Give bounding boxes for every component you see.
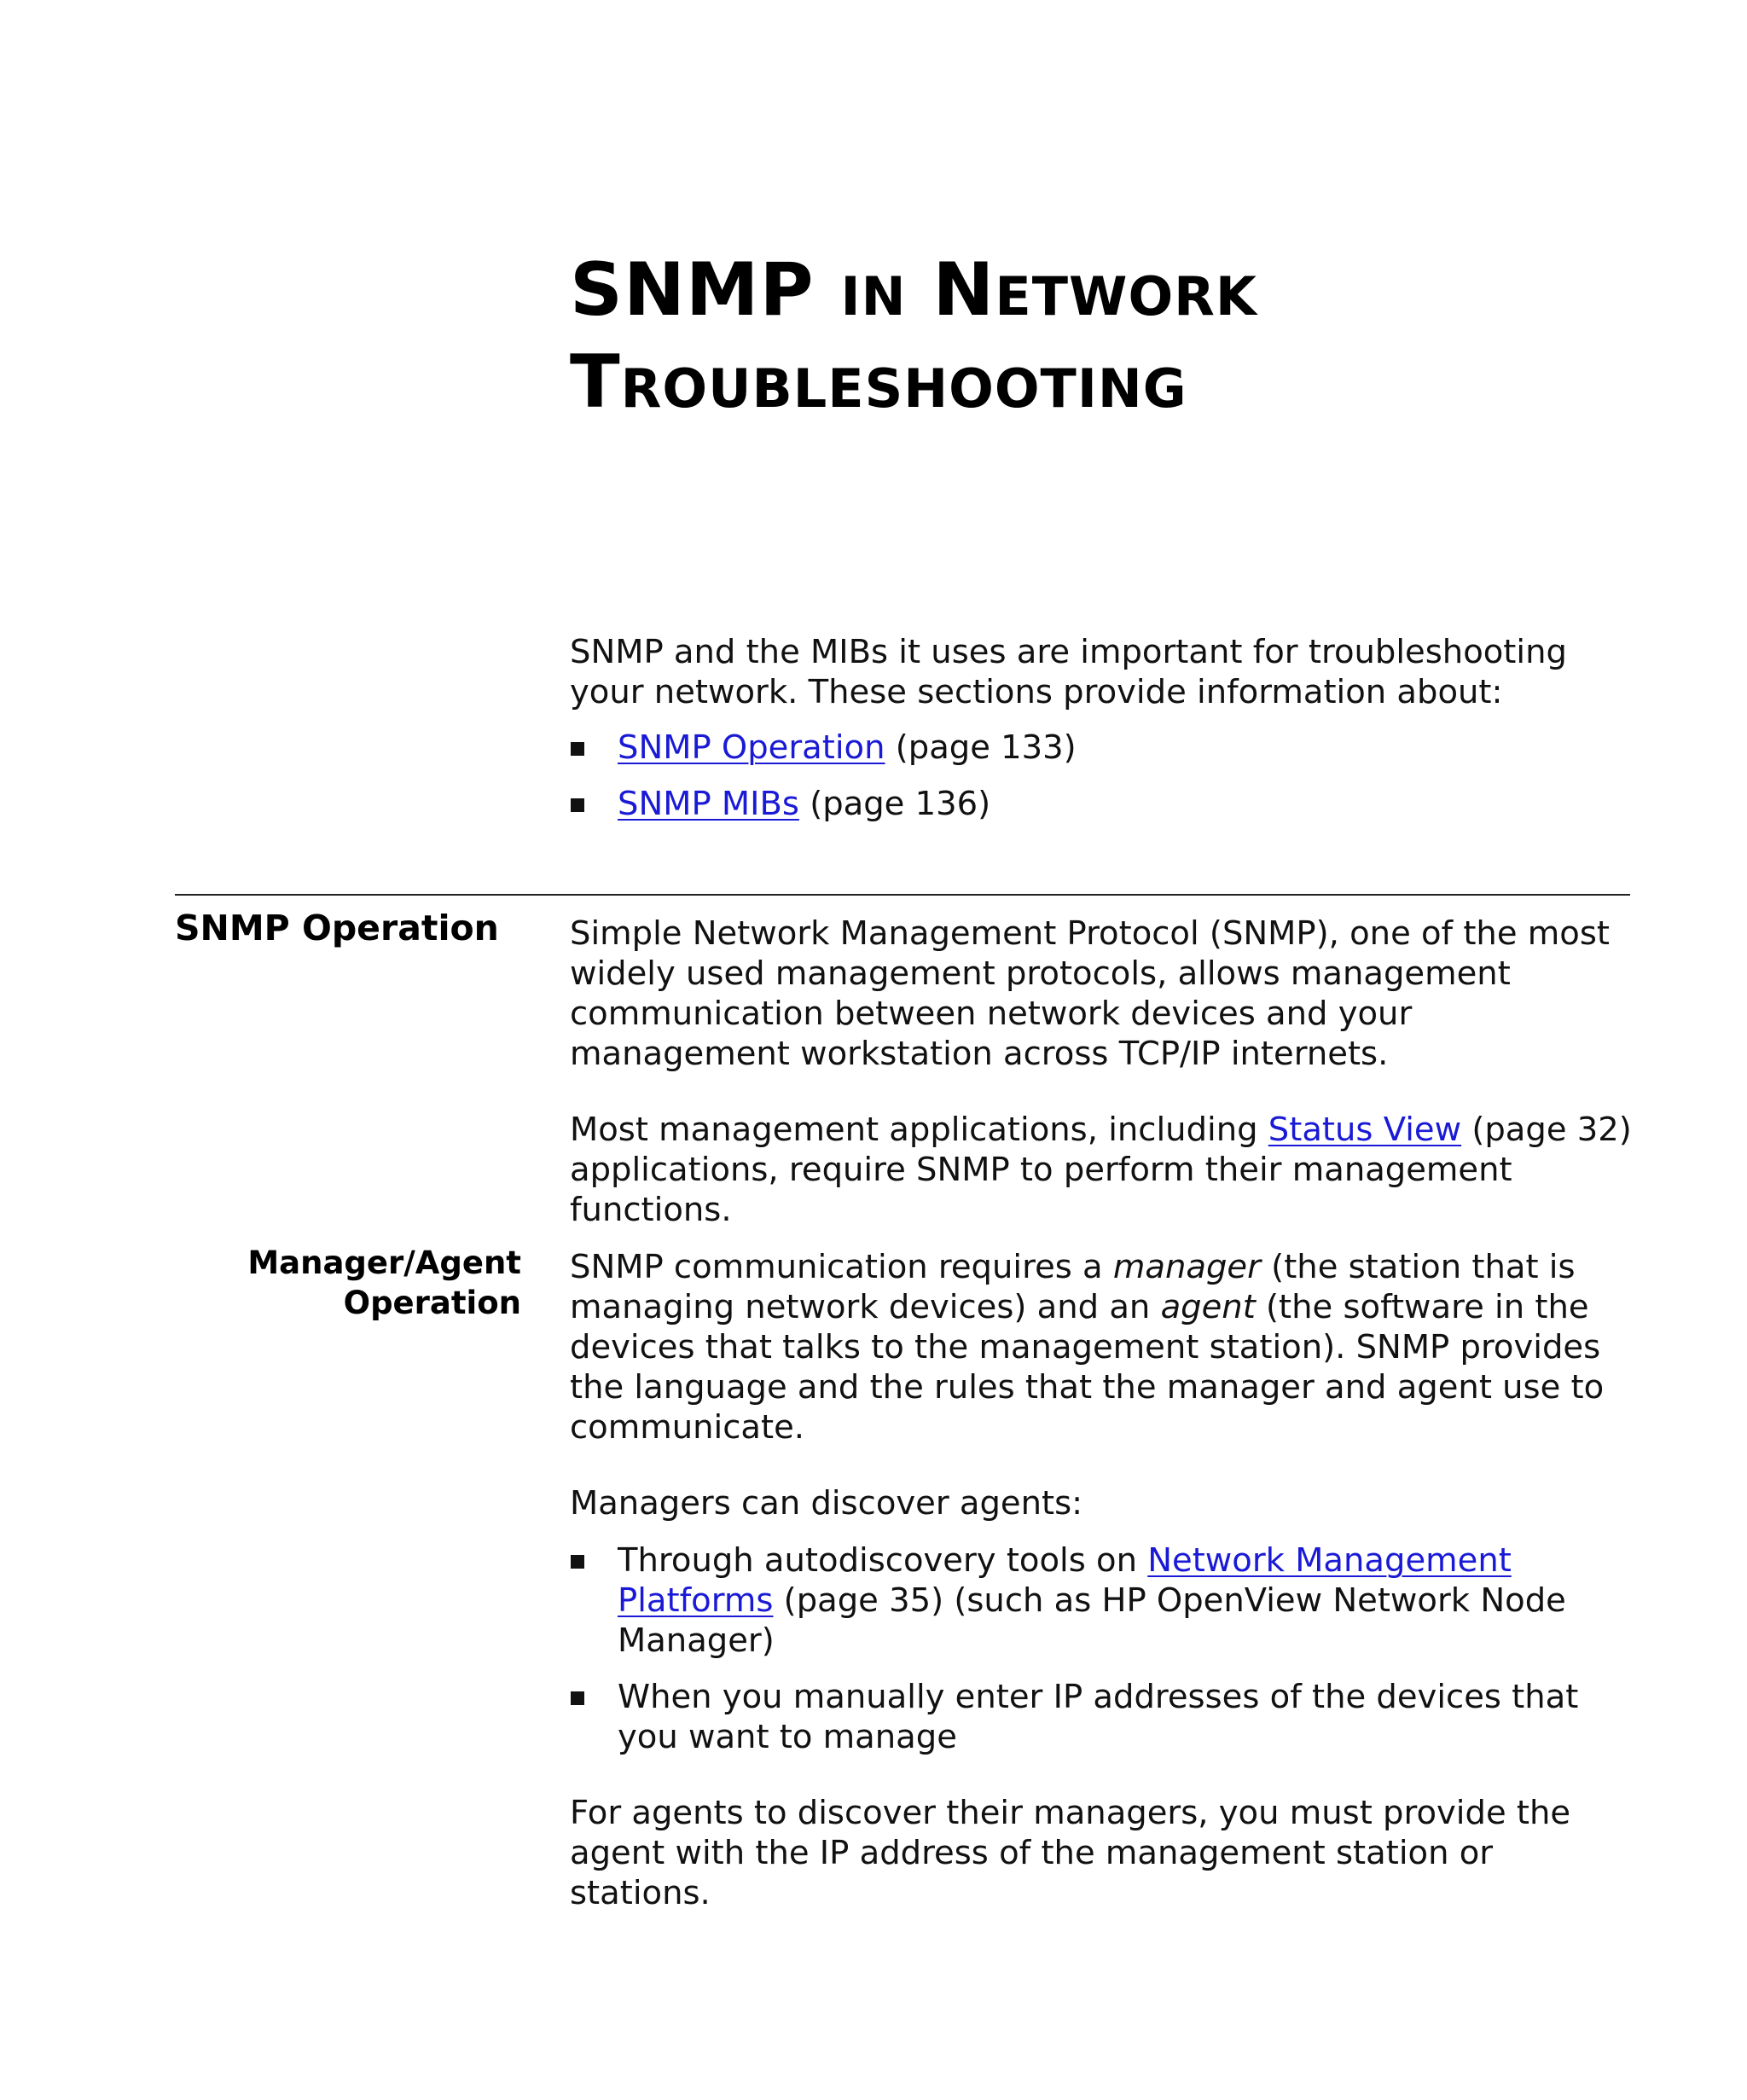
list-item-text: (page 35) (such as HP OpenView Network Node Manager) (618, 1581, 1566, 1660)
manager-agent-body (570, 1247, 1632, 1913)
section-heading-snmp-operation: SNMP Operation (175, 908, 499, 948)
link-snmp-mibs[interactable]: SNMP MIBs (618, 785, 799, 823)
title-word-network: ETWORK (995, 265, 1257, 328)
chapter-title-line-2 (570, 339, 1257, 432)
bullet-square-icon (571, 1555, 584, 1569)
page-reference: (page 133) (885, 728, 1077, 767)
intro-paragraph: SNMP and the MIBs it uses are important for troubleshooting your network. These sections provide information about: (570, 633, 1567, 711)
title-initial-n: N (932, 247, 995, 333)
intro-block (570, 632, 1632, 824)
paragraph-text: (the software in the devices that talks to the management station). SNMP provides the language and the rules that the manager and agent use to communicate. (570, 1288, 1605, 1447)
list-item (570, 1677, 1632, 1757)
paragraph-text: SNMP communication requires a (570, 1248, 1113, 1286)
title-word-in: IN (840, 265, 907, 328)
manager-agent-paragraph-2: Managers can discover agents: (570, 1484, 1083, 1523)
paragraph-text: (page 32) applications, require SNMP to perform their management functions. (570, 1111, 1632, 1229)
chapter-title (570, 247, 1257, 432)
snmp-operation-paragraph-2 (570, 1110, 1632, 1230)
list-item-text: When you manually enter IP addresses of the devices that you want to manage (618, 1678, 1579, 1756)
manager-agent-paragraph-3: For agents to discover their managers, you must provide the agent with the IP address of the management station or stations. (570, 1794, 1571, 1912)
subsection-heading-line-2: Operation (343, 1285, 521, 1321)
page-reference: (page 136) (798, 785, 991, 823)
list-item (570, 728, 1632, 768)
bullet-square-icon (571, 1691, 584, 1705)
paragraph-text: Most management applications, including (570, 1111, 1268, 1149)
subsection-heading-manager-agent (247, 1243, 521, 1323)
bullet-square-icon (571, 798, 584, 812)
title-initial-t: T (570, 339, 621, 425)
list-item (570, 1540, 1632, 1661)
section-divider (175, 894, 1630, 896)
link-network-management-platforms[interactable]: Network Management Platforms (618, 1541, 1512, 1620)
snmp-operation-paragraph-1: Simple Network Management Protocol (SNMP), one of the most widely used management protocols, allows management communication between network devices and your management workstation across TCP/IP internets. (570, 914, 1610, 1073)
subsection-heading-line-1: Manager/Agent (247, 1244, 521, 1281)
link-status-view[interactable]: Status View (1268, 1111, 1462, 1149)
intro-list (570, 728, 1632, 824)
snmp-operation-body (570, 914, 1632, 1230)
manager-agent-paragraph-1 (570, 1247, 1632, 1447)
list-item-text: Through autodiscovery tools on (618, 1541, 1148, 1580)
link-snmp-operation[interactable]: SNMP Operation (618, 728, 885, 767)
paragraph-text: (the station that is managing network devices) and an (570, 1248, 1576, 1326)
title-word-snmp: NMP (623, 247, 815, 333)
title-word-troubleshooting: ROUBLESHOOTING (620, 357, 1187, 420)
discovery-list (570, 1540, 1632, 1757)
emphasis-agent: agent (1160, 1288, 1256, 1326)
bullet-square-icon (571, 742, 584, 756)
chapter-title-line-1 (570, 247, 1257, 339)
title-initial-s: S (570, 247, 624, 333)
emphasis-manager: manager (1112, 1248, 1261, 1286)
list-item (570, 784, 1632, 824)
